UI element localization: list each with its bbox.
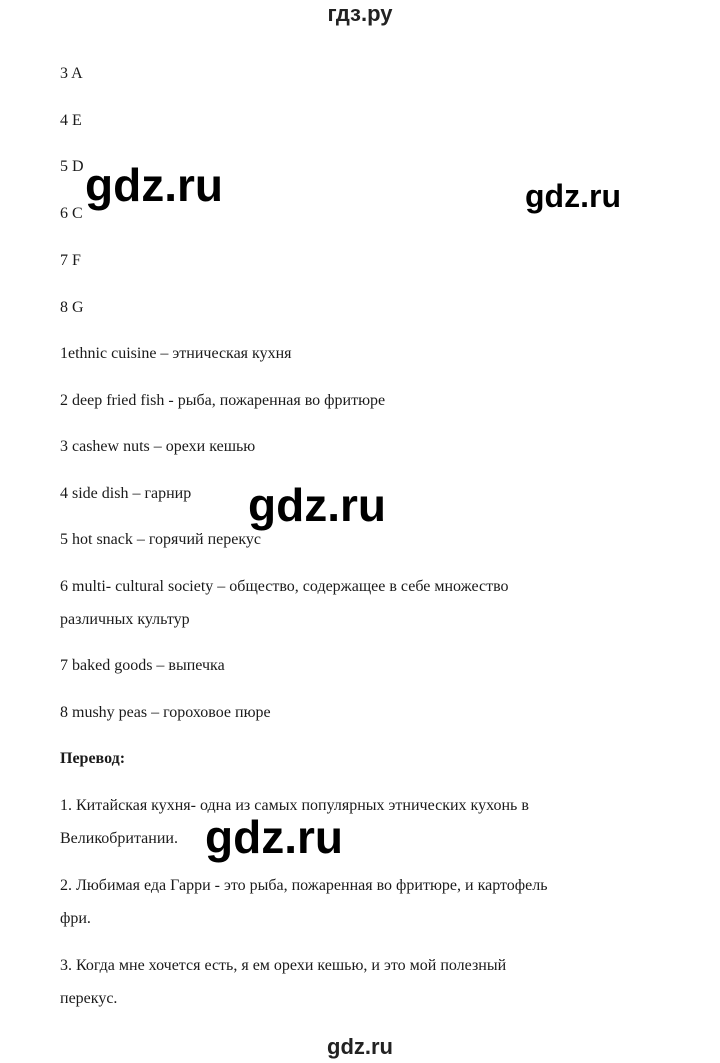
site-header: гдз.ру (327, 1, 393, 26)
translation-line: 3. Когда мне хочется есть, я ем орехи кешью, и это мой полезный (60, 957, 507, 974)
vocabulary-item: 3 cashew nuts – орехи кешью (60, 438, 256, 455)
answer-item: 7 F (60, 252, 81, 269)
watermark: gdz.ru (248, 479, 386, 531)
vocabulary-item: 7 baked goods – выпечка (60, 657, 225, 674)
answer-item: 3 A (60, 65, 83, 82)
answer-item: 6 C (60, 205, 83, 222)
watermark: gdz.ru (525, 178, 621, 214)
answer-item: 4 E (60, 112, 82, 129)
translation-line: перекус. (60, 990, 118, 1007)
vocabulary-item: 1ethnic cuisine – этническая кухня (60, 345, 292, 362)
vocabulary-item: 6 multi- cultural society – общество, содержащее в себе множество (60, 578, 509, 595)
vocabulary-item-continuation: различных культур (60, 611, 190, 628)
vocabulary-item: 4 side dish – гарнир (60, 485, 192, 502)
answer-item: 8 G (60, 299, 84, 316)
site-footer: gdz.ru (327, 1034, 393, 1059)
translation-line: 2. Любимая еда Гарри - это рыба, пожаренная во фритюре, и картофель (60, 877, 548, 894)
vocabulary-item: 2 deep fried fish - рыба, пожаренная во фритюре (60, 392, 386, 409)
watermark: gdz.ru (85, 159, 223, 211)
translation-heading: Перевод: (60, 750, 126, 767)
translation-line: Великобритании. (60, 830, 178, 847)
vocabulary-item: 8 mushy peas – гороховое пюре (60, 704, 271, 721)
vocabulary-item: 5 hot snack – горячий перекус (60, 531, 261, 548)
watermark: gdz.ru (205, 811, 343, 863)
translation-line: фри. (60, 910, 91, 927)
answer-item: 5 D (60, 158, 84, 175)
translation-line: 1. Китайская кухня- одна из самых популярных этнических кухонь в (60, 797, 529, 814)
